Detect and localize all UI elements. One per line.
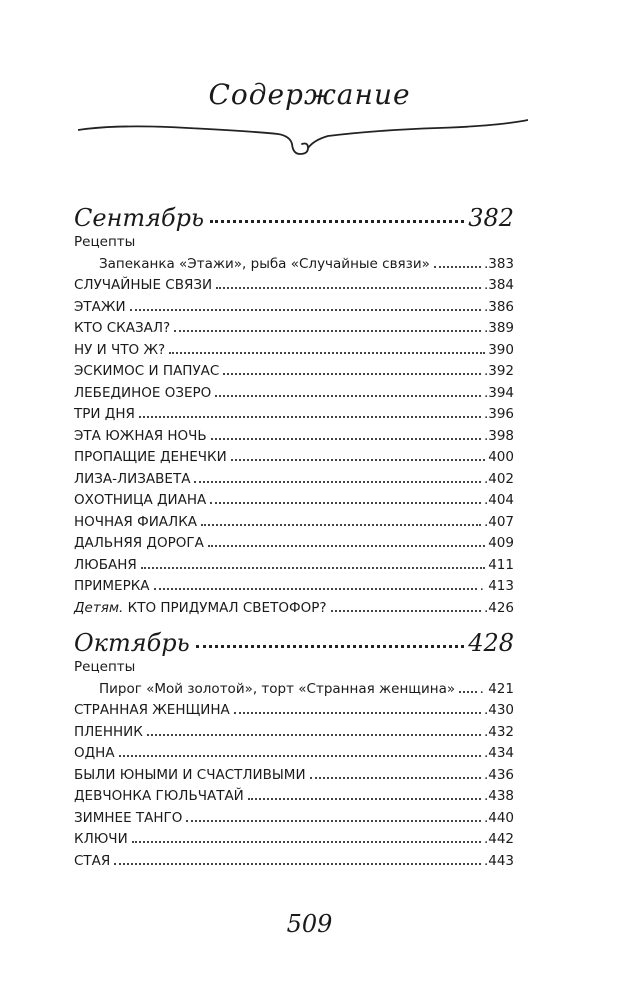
entry-page: .443 [483,852,514,869]
entry-page: .402 [483,470,514,487]
section-title: Сентябрь [74,204,205,232]
entry-page: .442 [483,831,514,847]
page-title: Содержание [208,78,411,111]
entry-title: ЗИМНЕЕ ТАНГО [74,809,183,826]
entry-page: .384 [483,277,514,293]
toc-october [74,617,514,872]
toc-entry [74,851,514,873]
dot-leader [231,459,486,461]
entry-page: .389 [483,320,514,336]
entry-title: НОЧНАЯ ФИАЛКА [74,513,198,530]
dot-leader [201,524,481,526]
toc-entry: Запеканка «Этажи», рыба «Случайные связи» .383 [99,255,514,272]
dot-leader [194,481,481,483]
recipes-label: Рецепты [74,659,136,675]
entry-title: КТО СКАЗАЛ? [74,320,171,336]
dot-leader [223,373,481,375]
dot-leader [132,841,481,843]
entry-page: .396 [483,406,514,422]
toc-entry [74,829,514,851]
toc-entry [74,275,514,297]
entry-page: .438 [483,788,514,804]
dot-leader [154,588,477,590]
toc-entry [74,426,514,448]
toc-entry [74,576,514,598]
entry-page: 400 [488,449,514,465]
entry-title: СТАЯ [74,852,111,869]
dot-leader [119,755,481,757]
entry-page: .398 [483,427,514,444]
entry-page: .440 [483,809,514,826]
entry-title: НУ И ЧТО Ж? [74,341,166,358]
toc-entry [74,447,514,469]
entry-title: БЫЛИ ЮНЫМИ И СЧАСТЛИВЫМИ [74,766,306,783]
entry-title: ДЕВЧОНКА ГЮЛЬЧАТАЙ [74,788,244,804]
toc-entry-children: Детям. КТО ПРИДУМАЛ СВЕТОФОР? .426 [74,599,514,616]
entry-page: .407 [483,513,514,530]
section-heading-october [74,617,514,657]
dot-leader [459,691,476,693]
entry-page: 411 [488,556,514,573]
entry-title: ЛЕБЕДИНОЕ ОЗЕРО [74,384,212,401]
entry-title: ПЛЕННИК [74,723,143,740]
entry-title: ЛЮБАНЯ [74,556,137,573]
dot-leader [130,309,481,311]
dot-leader [196,645,464,648]
toc-entry [74,404,514,426]
entry-page: .386 [483,298,514,315]
entry-title: ЛИЗА-ЛИЗАВЕТА [74,470,191,487]
toc-entry [74,765,514,787]
dot-leader [210,502,481,504]
toc-entry [74,469,514,491]
dot-leader [310,777,481,779]
toc-entry [74,512,514,534]
dot-leader [186,820,481,822]
entry-title: ЭТА ЮЖНАЯ НОЧЬ [74,427,207,444]
page-number: 509 [286,910,333,938]
entry-page: 409 [488,535,514,551]
dot-leader [169,352,485,354]
dot-leader [114,863,481,865]
toc-entry [74,555,514,577]
entry-title: ПРОПАЩИЕ ДЕНЕЧКИ [74,449,227,465]
section-title: Октябрь [74,629,190,657]
toc-entry [74,490,514,512]
entry-page: 390 [488,341,514,358]
entry-page: .434 [483,745,514,761]
section-heading-september [74,192,514,232]
entry-title: ОДНА [74,745,115,761]
dot-leader [141,567,485,569]
section-page: 382 [468,204,514,232]
entry-title: ТРИ ДНЯ [74,406,135,422]
entry-page: .436 [483,766,514,783]
entry-title: ПРИМЕРКА [74,578,150,594]
dot-leader [147,734,481,736]
dot-leader [211,438,481,440]
entry-page: .404 [483,492,514,508]
entry-title: СТРАННАЯ ЖЕНЩИНА [74,702,230,718]
entry-title: ДАЛЬНЯЯ ДОРОГА [74,535,204,551]
toc-entry [74,383,514,405]
toc-entry [74,786,514,808]
dot-leader [248,798,481,800]
toc-entry [74,297,514,319]
toc-entry [74,318,514,340]
dot-leader [210,220,464,223]
dot-leader [208,545,485,547]
toc-september [74,192,514,619]
dot-leader [174,330,481,332]
dot-leader [331,610,481,612]
toc-entry [74,533,514,555]
toc-entry [74,361,514,383]
entry-page: .394 [483,384,514,401]
toc-entry [74,700,514,722]
entry-title: СЛУЧАЙНЫЕ СВЯЗИ [74,277,213,293]
dot-leader [139,416,481,418]
toc-entry [74,340,514,362]
entry-title: ОХОТНИЦА ДИАНА [74,492,207,508]
dot-leader [215,395,481,397]
entry-title: ЭСКИМОС И ПАПУАС [74,363,220,379]
dot-leader [216,287,481,289]
toc-entry [74,743,514,765]
toc-entry [74,722,514,744]
entry-page: .432 [483,723,514,740]
dot-leader [234,712,481,714]
section-page: 428 [468,629,514,657]
dot-leader [434,266,481,268]
ornament-flourish [78,118,528,168]
entry-page: .392 [483,363,514,379]
toc-entry [74,808,514,830]
entry-page: .430 [483,702,514,718]
entry-page: . 413 [479,578,514,594]
toc-entry: Пирог «Мой золотой», торт «Странная женщина» . 421 [99,680,514,697]
entry-title: ЭТАЖИ [74,298,126,315]
recipes-label: Рецепты [74,234,136,250]
entry-title: КЛЮЧИ [74,831,128,847]
